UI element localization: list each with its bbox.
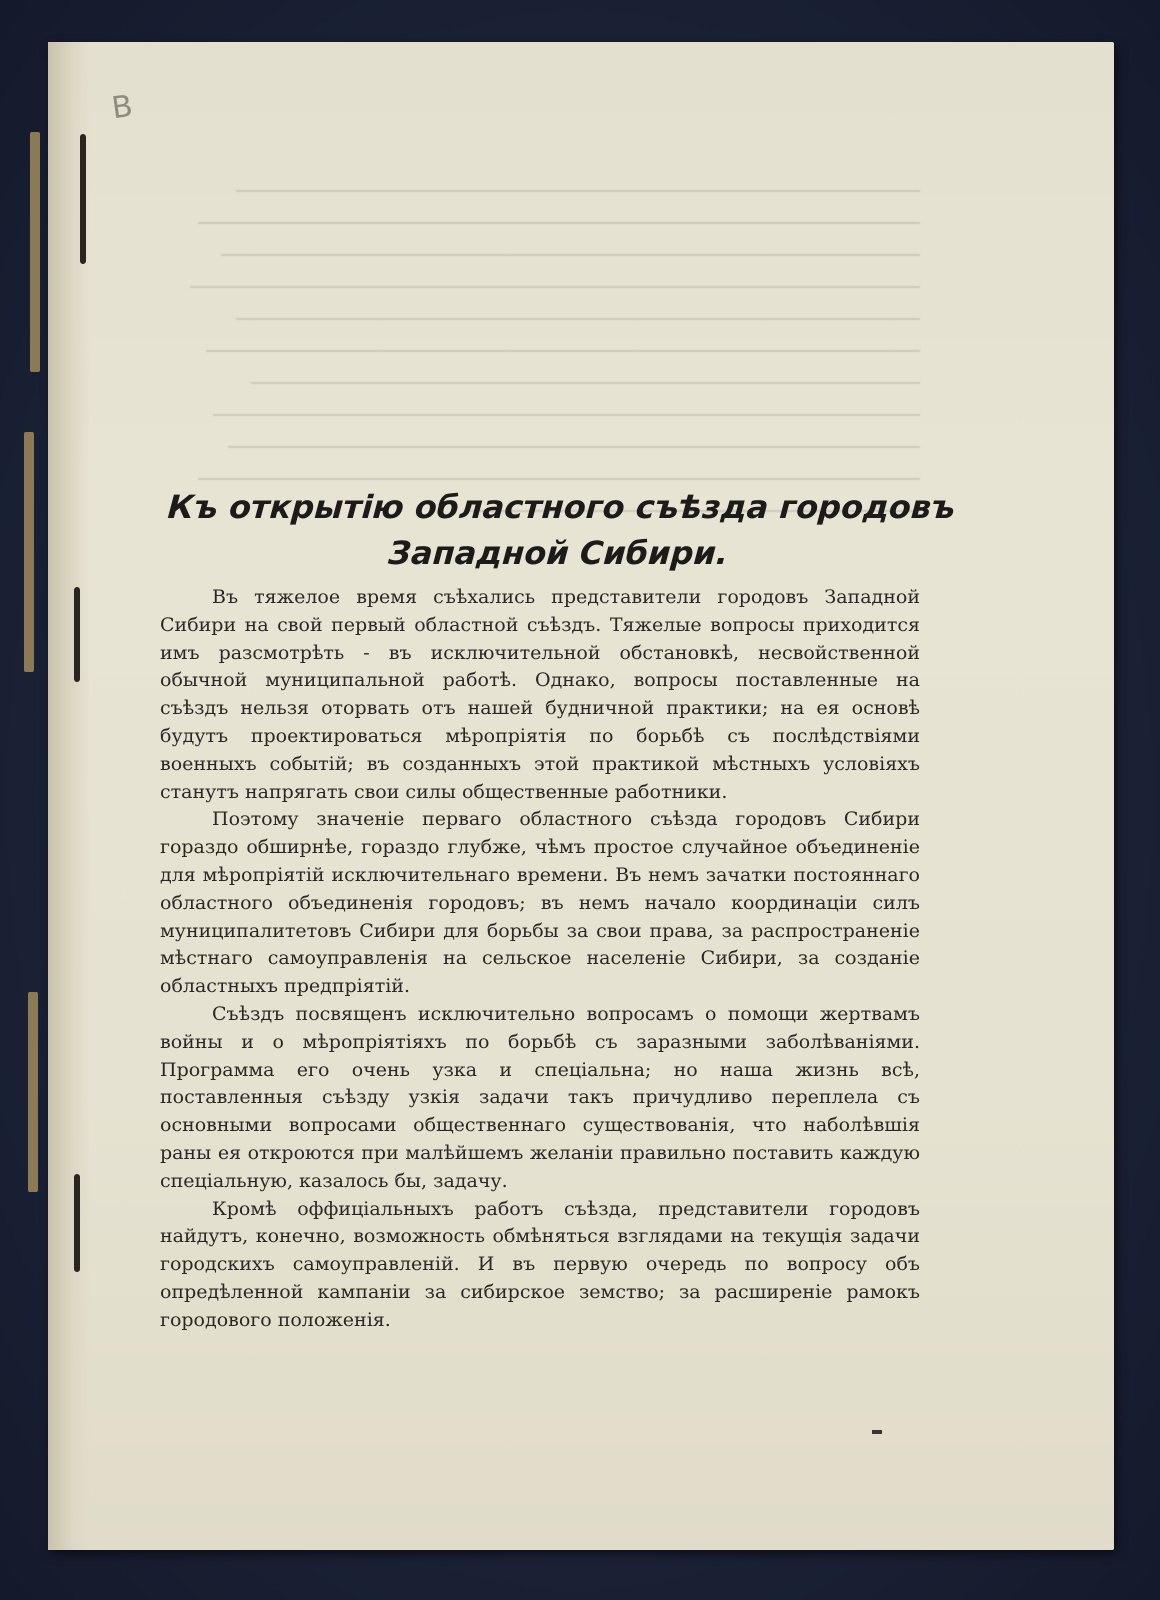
paragraph: Въ тяжелое время съѣхались представители городовъ Западной Сибири на свой первый областной съѣздъ. Тяжелые вопросы приходится имъ разсмотрѣть - въ исключительной обстановкѣ, несвойственной обычной муниципальной работѣ. Однако, вопросы поставленные на съѣздъ нельзя оторвать отъ нашей будничной практики; на ея основѣ будутъ проектироваться мѣропріятія по борьбѣ съ послѣдствіями военныхъ событій; въ созданныхъ этой практикой мѣстныхъ условіяхъ станутъ напрягать свои силы общественные работники. xyxy=(160,586,920,803)
print-mark xyxy=(872,1430,882,1434)
paragraph: Поэтому значеніе перваго областного съѣзда городовъ Сибири гораздо обширнѣе, гораздо глубже, чѣмъ простое случайное объединеніе для мѣропріятій исключительнаго времени. Въ немъ зачатки постояннаго областного объединенія городовъ; въ немъ начало координаціи силъ муниципалитетовъ Сибири для борьбы за свои права, за распространеніе мѣстнаго самоуправленія на сельское населеніе Сибири, за созданіе областныхъ предпріятій. xyxy=(160,808,920,998)
binding-staple xyxy=(74,587,80,682)
torn-edge xyxy=(24,432,34,672)
paragraph: Кромѣ оффиціальныхъ работъ съѣзда, представители городовъ найдутъ, конечно, возможность обмѣняться взглядами на текущія задачи городскихъ самоуправленій. И въ первую очередь по вопросу объ опредѣленной кампаніи за сибирское земство; за расширеніе рамокъ городового положенія. xyxy=(160,1197,920,1331)
paragraph: Съѣздъ посвященъ исключительно вопросамъ о помощи жертвамъ войны и о мѣропріятіяхъ по борьбѣ съ заразными заболѣваніями. Программа его очень узка и спеціальна; но наша жизнь всѣ, поставленныя съѣзду узкія задачи такъ причудливо переплела съ основными вопросами общественнаго существованія, что наболѣвшія раны ея откроются при малѣйшемъ желаніи правильно поставить каждую спеціальную, казалось бы, задачу. xyxy=(160,1002,920,1192)
handwritten-mark: B xyxy=(109,88,135,127)
binding-staple xyxy=(80,134,86,264)
bleed-through-text xyxy=(160,160,920,530)
torn-edge xyxy=(28,992,38,1192)
title-line-1: Къ открытію областного съѣзда городовъ xyxy=(166,488,957,526)
title-line-2: Западной Сибири. xyxy=(387,534,730,572)
article-title xyxy=(127,484,993,576)
article-body xyxy=(160,584,920,1335)
torn-edge xyxy=(30,132,40,372)
binding-staple xyxy=(74,1174,80,1272)
